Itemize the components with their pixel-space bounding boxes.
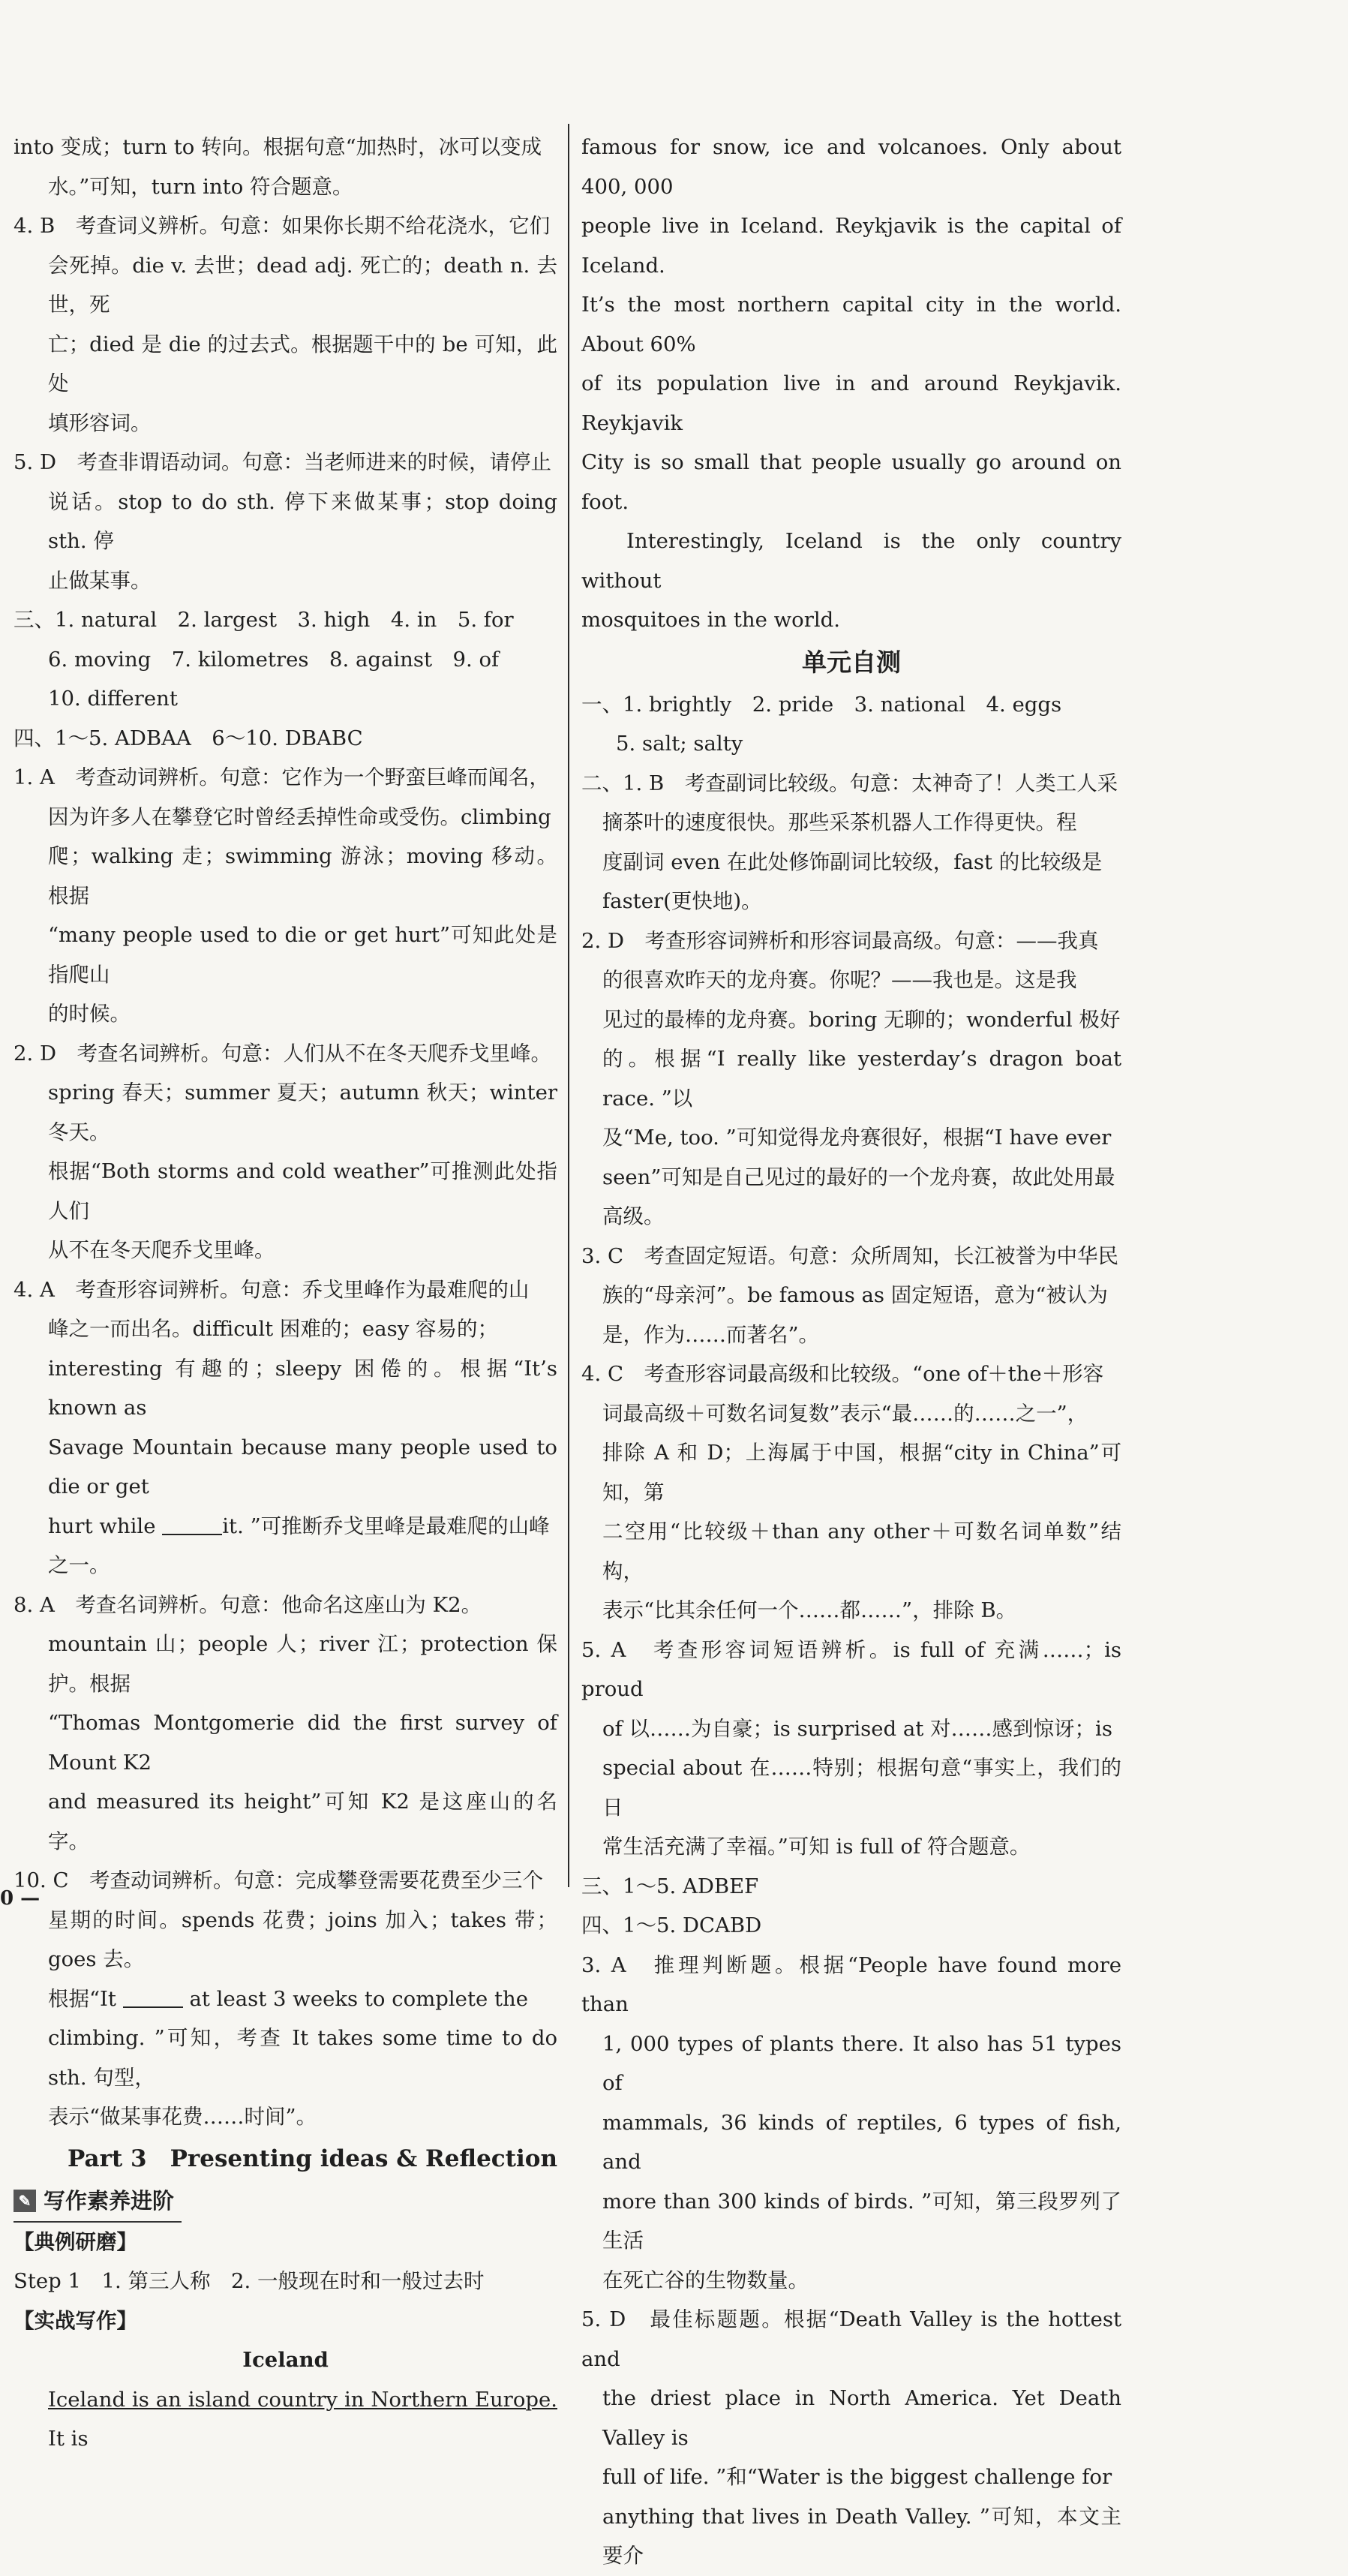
section-two-answer-1b: 二、1. B 考查副词比较级。句意：太神奇了！人类工人采	[581, 771, 1118, 795]
text-line: 6. moving 7. kilometres 8. against 9. of	[48, 647, 500, 672]
essay-line: City is so small that people usually go around on foot.	[581, 450, 1121, 514]
text-line: into 变成；turn to 转向。根据句意“加热时，冰可以变成	[14, 135, 542, 159]
text-line: “many people used to die or get hurt”可知此处是指爬山	[48, 923, 557, 987]
text-line: “Thomas Montgomerie did the first survey of Mount K2	[48, 1711, 557, 1775]
text-line: 止做某事。	[48, 568, 152, 593]
section-three-answers: 三、1～5. ADBEF	[581, 1874, 759, 1898]
text-fragment: 根据“It	[48, 1986, 116, 2011]
text-line: faster(更快地)。	[602, 889, 762, 913]
blank-line	[123, 1991, 183, 2008]
text-line: full of life. ”和“Water is the biggest challenge for	[602, 2465, 1112, 2489]
practice-label: 【实战写作】	[14, 2308, 137, 2333]
answer-3c: 3. C 考查固定短语。句意：众所周知，长江被誉为中华民	[581, 1243, 1119, 1268]
essay-line: It’s the most northern capital city in the world. About 60%	[581, 293, 1121, 356]
text-line: 爬；walking 走；swimming 游泳；moving 移动。根据	[48, 844, 557, 908]
text-line: 排除 A 和 D；上海属于中国，根据“city in China”可知，第	[602, 1441, 1121, 1504]
text-line: 词最高级＋可数名词复数”表示“最……的……之一”，	[602, 1401, 1088, 1426]
essay-line: mosquitoes in the world.	[581, 608, 840, 632]
answer-5d: 5. D 最佳标题题。根据“Death Valley is the hottest and	[581, 2307, 1121, 2371]
section-four-answers: 四、1～5. DCABD	[581, 1913, 762, 1937]
text-line: 之一。	[48, 1553, 110, 1577]
text-fragment: It is	[48, 2427, 89, 2451]
section-one-answers: 一、1. brightly 2. pride 3. national 4. eggs	[581, 692, 1062, 717]
answer-5d: 5. D 考查非谓语动词。句意：当老师进来的时候，请停止	[14, 450, 552, 474]
text-line: climbing. ”可知，考查 It takes some time to do sth. 句型，	[48, 2026, 557, 2090]
text-line: spring 春天；summer 夏天；autumn 秋天；winter 冬天。	[48, 1081, 557, 1144]
text-line: 摘茶叶的速度很快。那些采茶机器人工作得更快。程	[602, 810, 1077, 834]
text-line: mammals, 36 kinds of reptiles, 6 types of fish, and	[602, 2110, 1121, 2174]
text-line: 二空用“比较级＋than any other＋可数名词单数”结构，	[602, 1519, 1121, 1583]
section-four-answers: 四、1～5. ADBAA 6～10. DBABC	[14, 726, 363, 750]
page-number: 0 —	[0, 1887, 41, 1910]
text-line: 水。”可知，turn into 符合题意。	[48, 174, 353, 199]
text-line: 的很喜欢昨天的龙舟赛。你呢？——我也是。这是我	[602, 968, 1077, 992]
text-line: 常生活充满了幸福。”可知 is full of 符合题意。	[602, 1835, 1031, 1859]
text-line: 峰之一而出名。difficult 困难的；easy 容易的；	[48, 1317, 498, 1341]
text-line: 5. salt; salty	[616, 732, 743, 756]
underlined-sentence: Iceland is an island country in Northern Europe.	[48, 2387, 557, 2412]
text-line: more than 300 kinds of birds. ”可知，第三段罗列了生活	[602, 2189, 1121, 2253]
text-line: 表示“比其余任何一个……都……”，排除 B。	[602, 1598, 1017, 1622]
pen-icon: ✎	[14, 2190, 36, 2212]
text-line: interesting 有趣的；sleepy 困倦的。根据“It’s known as	[48, 1356, 557, 1420]
text-line: 度副词 even 在此处修饰副词比较级，fast 的比较级是	[602, 849, 1103, 874]
text-line: 见过的最棒的龙舟赛。boring 无聊的；wonderful 极好	[602, 1007, 1121, 1032]
text-fragment: it. ”可推断乔戈里峰是最难爬的山峰	[222, 1513, 550, 1538]
section-three-answers: 三、1. natural 2. largest 3. high 4. in 5. for	[14, 608, 514, 632]
text-line: 1, 000 types of plants there. It also has 51 types of	[602, 2031, 1121, 2095]
answer-4b: 4. B 考查词义辨析。句意：如果你长期不给花浇水，它们	[14, 214, 551, 238]
answer-3a: 3. A 推理判断题。根据“People have found more than	[581, 1952, 1121, 2016]
left-column	[14, 128, 557, 2459]
answer-5a: 5. A 考查形容词短语辨析。is full of 充满……；is proud	[581, 1637, 1121, 1701]
essay-title: Iceland	[242, 2348, 329, 2372]
text-line: of 以……为自豪；is surprised at 对……感到惊讶；is	[602, 1716, 1112, 1741]
column-divider	[568, 124, 569, 1887]
text-line: 亡；died 是 die 的过去式。根据题干中的 be 可知，此处	[48, 332, 557, 395]
text-line: 族的“母亲河”。be famous as 固定短语，意为“被认为	[602, 1283, 1108, 1307]
text-line	[14, 1979, 557, 2019]
section-tag	[14, 2181, 182, 2223]
text-line: 表示“做某事花费……时间”。	[48, 2105, 317, 2129]
text-line: 填形容词。	[48, 410, 152, 435]
essay-line: famous for snow, ice and volcanoes. Only about 400, 000	[581, 135, 1121, 199]
unit-title: 单元自测	[802, 647, 901, 677]
text-line: 会死掉。die v. 去世；dead adj. 死亡的；death n. 去世，死	[48, 253, 557, 317]
essay-line: of its population live in and around Reykjavik. Reykjavik	[581, 371, 1121, 435]
text-line: 的时候。	[48, 1002, 131, 1026]
part-title: Part 3 Presenting ideas & Reflection	[68, 2145, 557, 2172]
blank-line	[162, 1519, 222, 1535]
text-line: 从不在冬天爬乔戈里峰。	[48, 1238, 275, 1262]
text-line: 是，作为……而著名”。	[602, 1322, 820, 1347]
text-line: 高级。	[602, 1204, 665, 1228]
text-line: seen”可知是自己见过的最好的一个龙舟赛，故此处用最	[602, 1165, 1115, 1189]
text-line: special about 在……特别；根据句意“事实上，我们的日	[602, 1756, 1121, 1820]
text-line: 根据“Both storms and cold weather”可推测此处指人们	[48, 1159, 557, 1223]
answer-2d: 2. D 考查名词辨析。句意：人们从不在冬天爬乔戈里峰。	[14, 1041, 552, 1066]
right-column	[581, 128, 1121, 2576]
text-line: anything that lives in Death Valley. ”可知，本文主要介	[602, 2504, 1121, 2568]
answer-1a: 1. A 考查动词辨析。句意：它作为一个野蛮巨峰而闻名，	[14, 765, 550, 789]
answer-4a: 4. A 考查形容词辨析。句意：乔戈里峰作为最难爬的山	[14, 1277, 530, 1302]
text-line	[14, 1507, 557, 1547]
answer-10c: 10. C 考查动词辨析。句意：完成攀登需要花费至少三个	[14, 1868, 544, 1892]
text-line: and measured its height”可知 K2 是这座山的名字。	[48, 1790, 557, 1853]
example-label: 【典例研磨】	[14, 2229, 137, 2254]
text-fragment: hurt while	[48, 1513, 156, 1538]
essay-line: people live in Iceland. Reykjavik is the capital of Iceland.	[581, 214, 1121, 278]
text-line: 及“Me, too. ”可知觉得龙舟赛很好，根据“I have ever	[602, 1126, 1112, 1150]
text-line: 的。根据“I really like yesterday’s dragon boat race. ”以	[602, 1047, 1121, 1111]
step-one: Step 1 1. 第三人称 2. 一般现在时和一般过去时	[14, 2269, 485, 2293]
text-line: 在死亡谷的生物数量。	[602, 2268, 809, 2292]
text-line: Savage Mountain because many people used to die or get	[48, 1435, 557, 1498]
essay-first-line	[14, 2380, 557, 2459]
text-line: 因为许多人在攀登它时曾经丢掉性命或受伤。climbing	[48, 804, 551, 829]
text-fragment: at least 3 weeks to complete the	[189, 1986, 529, 2011]
text-line: 星期的时间。spends 花费；joins 加入；takes 带；goes 去。	[48, 1907, 557, 1971]
essay-line: Interestingly, Iceland is the only country without	[581, 529, 1121, 593]
text-line: the driest place in North America. Yet Death Valley is	[602, 2386, 1121, 2450]
text-line: mountain 山；people 人；river 江；protection 保护。根据	[48, 1632, 557, 1696]
text-line: 10. different	[48, 687, 178, 711]
answer-8a: 8. A 考查名词辨析。句意：他命名这座山为 K2。	[14, 1592, 482, 1617]
text-line: 说话。stop to do sth. 停下来做某事；stop doing sth. 停	[48, 489, 557, 553]
answer-4c: 4. C 考查形容词最高级和比较级。“one of＋the＋形容	[581, 1362, 1104, 1386]
answer-2d: 2. D 考查形容词辨析和形容词最高级。句意：——我真	[581, 928, 1099, 953]
section-tag-label: 写作素养进阶	[44, 2187, 175, 2214]
